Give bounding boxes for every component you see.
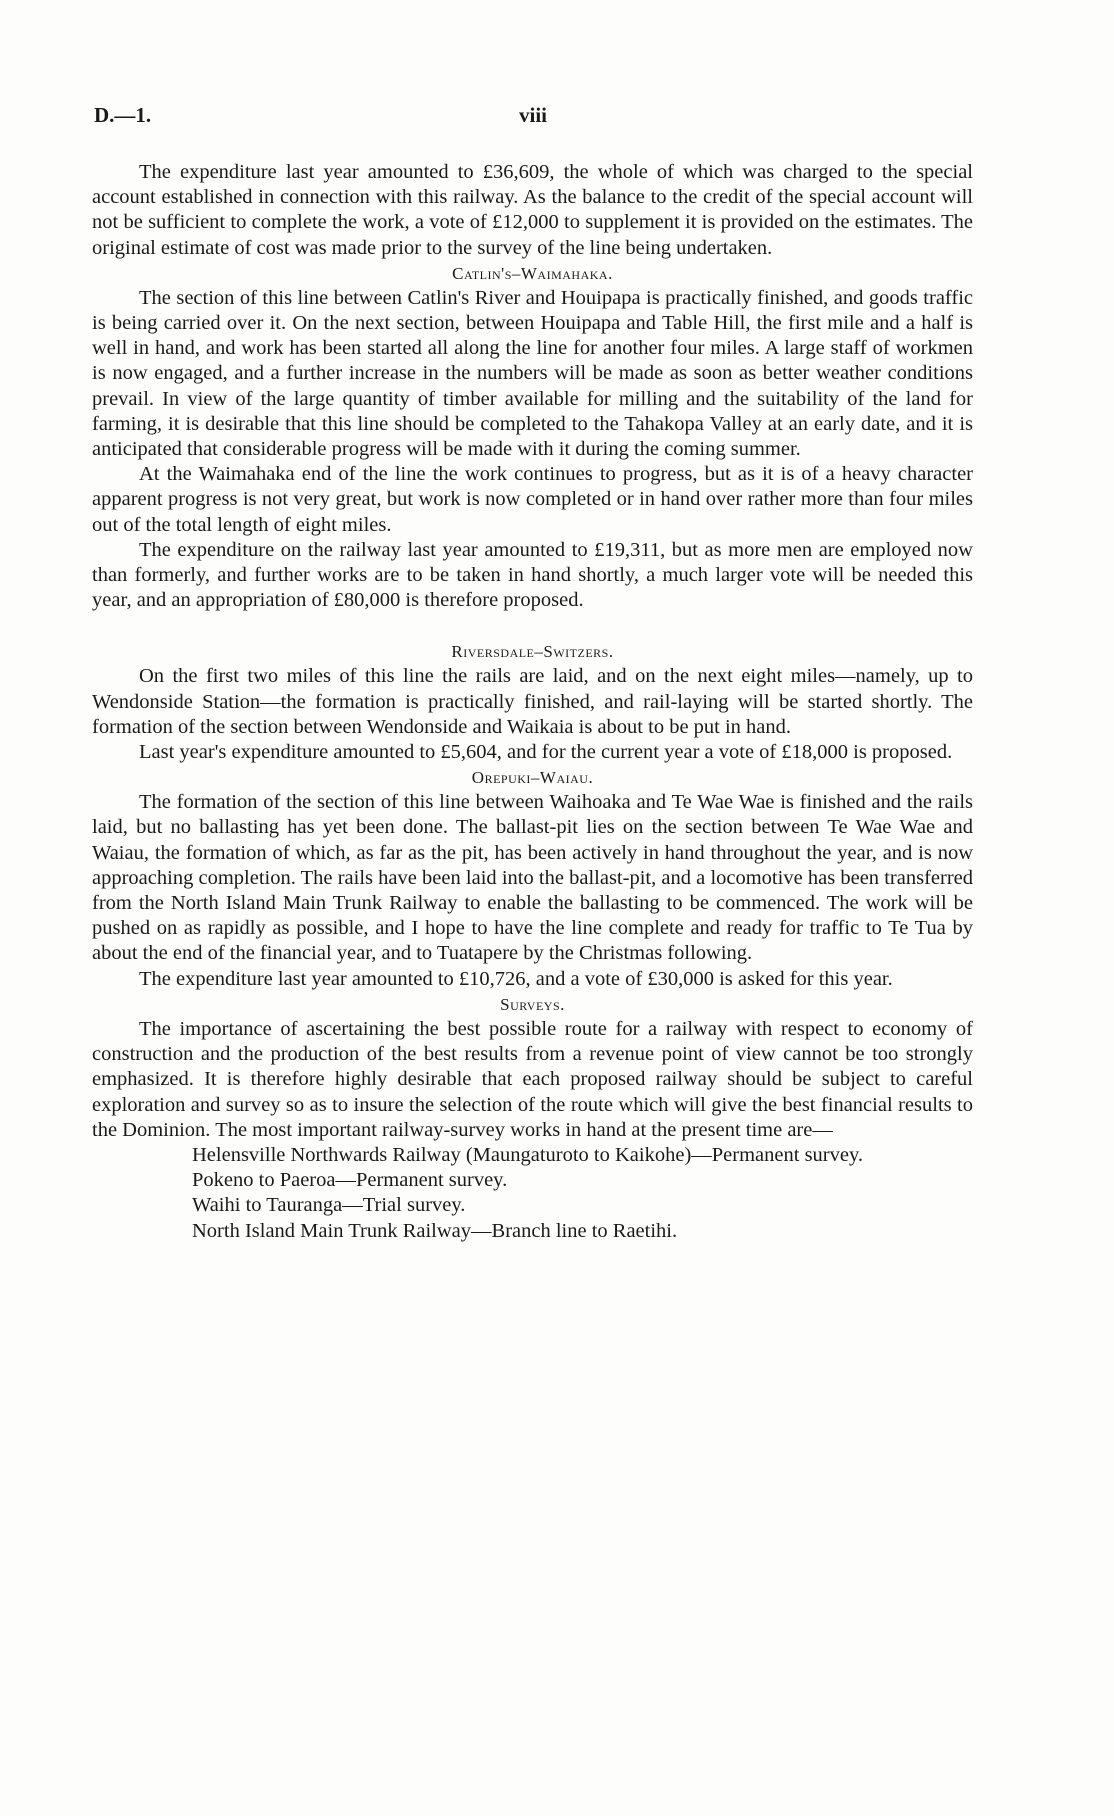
survey-list-item: Waihi to Tauranga—Trial survey. — [192, 1194, 466, 1217]
section-heading-orepuki: Orepuki–Waiau. — [471, 768, 594, 788]
catlins-paragraph-1: The section of this line between Catlin's River and Houipapa is practically finished, and goods traffic is being carried over it. On the next section, between Houipapa and Table Hill, the first mile and a half is well in hand, and work has been started all along the line for another four miles. A large staff of workmen is now engaged, and a further increase in the numbers will be made as soon as better weather conditions prevail. In view of the large quantity of timber available for milling and the suitability of the land for farming, it is desirable that this line should be completed to the Tahakopa Valley at an early date, and it is anticipated that considerable progress will be made with it during the coming summer. — [92, 286, 973, 461]
survey-list-item: Helensville Northwards Railway (Maungaturoto to Kaikohe)—Permanent survey. — [192, 1143, 864, 1166]
surveys-paragraph: The importance of ascertaining the best possible route for a railway with respect to economy of construction and the production of the best results from a revenue point of view cannot be too strongly emphasized. It is therefore highly desirable that each proposed railway should be subject to careful exploration and survey so as to insure the selection of the route which will give the best financial results to the Dominion. The most important railway-survey works in hand at the present time are— — [92, 1017, 973, 1141]
page-number: viii — [519, 103, 548, 127]
section-heading-catlins: Catlin's–Waimahaka. — [452, 263, 613, 283]
survey-list-item: North Island Main Trunk Railway—Branch line to Raetihi. — [192, 1219, 678, 1242]
riversdale-paragraph-1: On the first two miles of this line the rails are laid, and on the next eight miles—namely, up to Wendonside Station—the formation is practically finished, and rail-laying will be started shortly. The formation of the section between Wendonside and Waikaia is about to be put in hand. — [92, 665, 973, 738]
riversdale-paragraph-2: Last year's expenditure amounted to £5,604, and for the current year a vote of £18,000 is proposed. — [139, 741, 953, 764]
orepuki-paragraph-2: The expenditure last year amounted to £10,726, and a vote of £30,000 is asked for this year. — [139, 967, 893, 990]
catlins-paragraph-3: The expenditure on the railway last year amounted to £19,311, but as more men are employed now than formerly, and further works are to be taken in hand shortly, a much larger vote will be needed this year, and an appropriation of £80,000 is therefore proposed. — [92, 538, 973, 612]
section-spacer — [92, 613, 973, 639]
survey-list-item: Pokeno to Paeroa—Permanent survey. — [192, 1169, 508, 1192]
document-reference: D.—1. — [94, 103, 152, 127]
catlins-paragraph-2: At the Waimahaka end of the line the work continues to progress, but as it is of a heavy character apparent progress is not very great, but work is now completed or in hand over rather more than four miles out of the total length of eight miles. — [92, 463, 973, 536]
survey-list — [92, 1143, 973, 1244]
orepuki-paragraph-1: The formation of the section of this line between Waihoaka and Te Wae Wae is finished and the rails laid, but no ballasting has yet been done. The ballast-pit lies on the section between Te Wae Wae and Waiau, the formation of which, as far as the pit, has been actively in hand throughout the year, and is now approaching completion. The rails have been laid into the ballast-pit, and a locomotive has been transferred from the North Island Main Trunk Railway to enable the ballasting to be commenced. The work will be pushed on as rapidly as possible, and I hope to have the line complete and ready for traffic to Te Tua by about the end of the financial year, and to Tuatapere by the Christmas following. — [92, 791, 973, 965]
intro-paragraph: The expenditure last year amounted to £36,609, the whole of which was charged to the special account established in connection with this railway. As the balance to the credit of the special account will not be sufficient to complete the work, a vote of £12,000 to supplement it is provided on the estimates. The original estimate of cost was made prior to the survey of the line being undertaken. — [92, 161, 973, 259]
section-heading-riversdale: Riversdale–Switzers. — [451, 642, 614, 662]
section-heading-surveys: Surveys. — [500, 994, 565, 1014]
document-body — [92, 160, 973, 1244]
page-header — [94, 103, 974, 133]
